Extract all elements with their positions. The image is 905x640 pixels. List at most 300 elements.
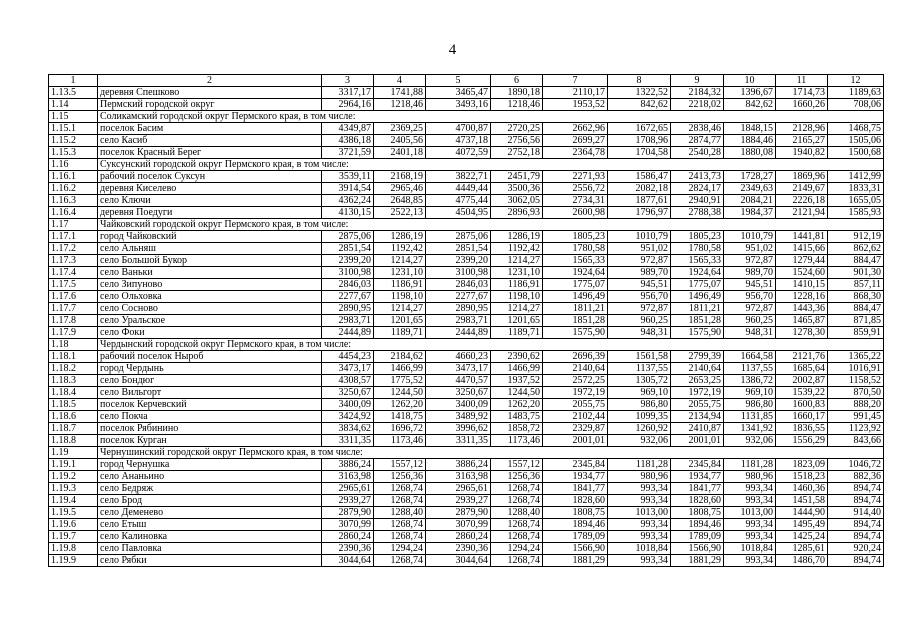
value-cell: 2413,73 xyxy=(671,171,724,183)
value-cell: 1286,19 xyxy=(374,231,426,243)
settlement-name: деревня Киселево xyxy=(98,183,322,195)
value-cell: 1858,72 xyxy=(491,423,543,435)
value-cell: 932,06 xyxy=(608,435,671,447)
value-cell: 2964,16 xyxy=(322,99,374,111)
value-cell: 960,25 xyxy=(724,315,776,327)
table-row xyxy=(49,399,884,411)
row-number: 1.18.5 xyxy=(49,399,98,411)
value-cell: 1972,19 xyxy=(671,387,724,399)
table-row xyxy=(49,531,884,543)
value-cell: 1018,84 xyxy=(724,543,776,555)
value-cell: 986,80 xyxy=(608,399,671,411)
settlement-name: поселок Красный Берег xyxy=(98,147,322,159)
value-cell: 993,34 xyxy=(724,483,776,495)
value-cell: 1018,84 xyxy=(608,543,671,555)
value-cell: 951,02 xyxy=(608,243,671,255)
value-cell: 945,51 xyxy=(724,279,776,291)
value-cell: 1728,27 xyxy=(724,171,776,183)
value-cell: 1789,09 xyxy=(671,531,724,543)
value-cell: 2218,02 xyxy=(671,99,724,111)
value-cell: 2168,19 xyxy=(374,171,426,183)
value-cell: 2345,84 xyxy=(543,459,608,471)
value-cell: 1486,70 xyxy=(776,555,828,567)
value-cell: 1805,23 xyxy=(671,231,724,243)
table-row xyxy=(49,291,884,303)
value-cell: 1789,09 xyxy=(543,531,608,543)
value-cell: 3886,24 xyxy=(322,459,374,471)
settlement-name: село Павловка xyxy=(98,543,322,555)
value-cell: 1775,52 xyxy=(374,375,426,387)
value-cell: 2165,27 xyxy=(776,135,828,147)
value-cell: 2140,64 xyxy=(543,363,608,375)
value-cell: 1186,91 xyxy=(491,279,543,291)
value-cell: 1131,85 xyxy=(724,411,776,423)
column-header: 11 xyxy=(776,75,828,87)
value-cell: 2846,03 xyxy=(426,279,491,291)
value-cell: 3317,17 xyxy=(322,87,374,99)
value-cell: 972,87 xyxy=(608,303,671,315)
value-cell: 956,70 xyxy=(608,291,671,303)
column-header: 2 xyxy=(98,75,322,87)
value-cell: 1823,09 xyxy=(776,459,828,471)
row-number: 1.18.3 xyxy=(49,375,98,387)
value-cell: 4386,18 xyxy=(322,135,374,147)
value-cell: 4775,44 xyxy=(426,195,491,207)
settlement-name: село Ключи xyxy=(98,195,322,207)
row-number: 1.16.2 xyxy=(49,183,98,195)
value-cell: 843,66 xyxy=(828,435,884,447)
settlement-name: село Калиновка xyxy=(98,531,322,543)
settlement-name: поселок Керчевский xyxy=(98,399,322,411)
value-cell: 972,87 xyxy=(724,303,776,315)
value-cell: 1780,58 xyxy=(671,243,724,255)
table-row xyxy=(49,327,884,339)
row-number: 1.17.6 xyxy=(49,291,98,303)
value-cell: 2369,25 xyxy=(374,123,426,135)
value-cell: 1013,00 xyxy=(608,507,671,519)
value-cell: 972,87 xyxy=(724,255,776,267)
value-cell: 914,40 xyxy=(828,507,884,519)
value-cell: 2055,75 xyxy=(671,399,724,411)
value-cell: 948,31 xyxy=(608,327,671,339)
settlement-name: село Етыш xyxy=(98,519,322,531)
value-cell: 1851,28 xyxy=(671,315,724,327)
value-cell: 1518,23 xyxy=(776,471,828,483)
table-row xyxy=(49,123,884,135)
row-number: 1.17.1 xyxy=(49,231,98,243)
value-cell: 1268,74 xyxy=(491,483,543,495)
value-cell: 993,34 xyxy=(724,531,776,543)
row-number: 1.17.2 xyxy=(49,243,98,255)
value-cell: 2184,62 xyxy=(374,351,426,363)
value-cell: 1256,36 xyxy=(491,471,543,483)
value-cell: 1877,61 xyxy=(608,195,671,207)
value-cell: 1833,31 xyxy=(828,183,884,195)
value-cell: 1244,50 xyxy=(374,387,426,399)
value-cell: 989,70 xyxy=(724,267,776,279)
settlement-name: село Касиб xyxy=(98,135,322,147)
value-cell: 2140,64 xyxy=(671,363,724,375)
value-cell: 1214,27 xyxy=(491,255,543,267)
table-row xyxy=(49,243,884,255)
group-row xyxy=(49,339,884,351)
value-cell: 2055,75 xyxy=(543,399,608,411)
value-cell: 1561,58 xyxy=(608,351,671,363)
column-header: 6 xyxy=(491,75,543,87)
row-number: 1.19.8 xyxy=(49,543,98,555)
row-number: 1.15 xyxy=(49,111,98,123)
value-cell: 2875,06 xyxy=(426,231,491,243)
value-cell: 2799,39 xyxy=(671,351,724,363)
value-cell: 4130,15 xyxy=(322,207,374,219)
row-number: 1.16.3 xyxy=(49,195,98,207)
table-row xyxy=(49,459,884,471)
value-cell: 1828,60 xyxy=(543,495,608,507)
value-cell: 2696,39 xyxy=(543,351,608,363)
value-cell: 1775,07 xyxy=(543,279,608,291)
value-cell: 2648,85 xyxy=(374,195,426,207)
table-row xyxy=(49,435,884,447)
value-cell: 1158,52 xyxy=(828,375,884,387)
settlement-name: деревня Поедуги xyxy=(98,207,322,219)
value-cell: 1984,37 xyxy=(724,207,776,219)
value-cell: 1869,96 xyxy=(776,171,828,183)
row-number: 1.18.6 xyxy=(49,411,98,423)
value-cell: 1708,96 xyxy=(608,135,671,147)
value-cell: 956,70 xyxy=(724,291,776,303)
row-number: 1.19.7 xyxy=(49,531,98,543)
value-cell: 1566,90 xyxy=(671,543,724,555)
value-cell: 2875,06 xyxy=(322,231,374,243)
value-cell: 1415,66 xyxy=(776,243,828,255)
value-cell: 1972,19 xyxy=(543,387,608,399)
value-cell: 894,74 xyxy=(828,483,884,495)
value-cell: 1841,77 xyxy=(543,483,608,495)
value-cell: 1828,60 xyxy=(671,495,724,507)
value-cell: 3834,62 xyxy=(322,423,374,435)
value-cell: 960,25 xyxy=(608,315,671,327)
header-row xyxy=(49,75,884,87)
value-cell: 3539,11 xyxy=(322,171,374,183)
value-cell: 1496,49 xyxy=(671,291,724,303)
value-cell: 1881,29 xyxy=(671,555,724,567)
value-cell: 3163,98 xyxy=(426,471,491,483)
table-row xyxy=(49,363,884,375)
settlement-name: поселок Басим xyxy=(98,123,322,135)
value-cell: 2084,21 xyxy=(724,195,776,207)
value-cell: 2874,77 xyxy=(671,135,724,147)
value-cell: 2390,36 xyxy=(322,543,374,555)
value-cell: 2390,62 xyxy=(491,351,543,363)
value-cell: 4349,87 xyxy=(322,123,374,135)
value-cell: 1192,42 xyxy=(374,243,426,255)
settlement-name: поселок Рябинино xyxy=(98,423,322,435)
row-number: 1.17.5 xyxy=(49,279,98,291)
value-cell: 894,74 xyxy=(828,495,884,507)
value-cell: 1262,20 xyxy=(374,399,426,411)
value-cell: 3886,24 xyxy=(426,459,491,471)
value-cell: 2756,56 xyxy=(491,135,543,147)
settlement-name: село Ольховка xyxy=(98,291,322,303)
table-row xyxy=(49,255,884,267)
value-cell: 894,74 xyxy=(828,531,884,543)
value-cell: 1294,24 xyxy=(491,543,543,555)
value-cell: 884,47 xyxy=(828,303,884,315)
value-cell: 1010,79 xyxy=(608,231,671,243)
value-cell: 1137,55 xyxy=(608,363,671,375)
value-cell: 1664,58 xyxy=(724,351,776,363)
value-cell: 1285,61 xyxy=(776,543,828,555)
value-cell: 993,34 xyxy=(608,555,671,567)
value-cell: 2540,28 xyxy=(671,147,724,159)
value-cell: 1811,21 xyxy=(543,303,608,315)
value-cell: 920,24 xyxy=(828,543,884,555)
value-cell: 2001,01 xyxy=(543,435,608,447)
column-header: 8 xyxy=(608,75,671,87)
value-cell: 1268,74 xyxy=(491,555,543,567)
value-cell: 3465,47 xyxy=(426,87,491,99)
table-row xyxy=(49,231,884,243)
column-header: 9 xyxy=(671,75,724,87)
row-number: 1.15.2 xyxy=(49,135,98,147)
value-cell: 993,34 xyxy=(724,519,776,531)
value-cell: 1181,28 xyxy=(724,459,776,471)
settlement-name: село Ваньки xyxy=(98,267,322,279)
settlement-name: село Бедряж xyxy=(98,483,322,495)
value-cell: 1396,67 xyxy=(724,87,776,99)
value-cell: 3163,98 xyxy=(322,471,374,483)
table-body xyxy=(49,75,884,567)
value-cell: 3721,59 xyxy=(322,147,374,159)
value-cell: 870,50 xyxy=(828,387,884,399)
value-cell: 1500,68 xyxy=(828,147,884,159)
value-cell: 912,19 xyxy=(828,231,884,243)
value-cell: 3400,09 xyxy=(426,399,491,411)
value-cell: 1218,46 xyxy=(374,99,426,111)
row-number: 1.16 xyxy=(49,159,98,171)
value-cell: 1192,42 xyxy=(491,243,543,255)
value-cell: 3914,54 xyxy=(322,183,374,195)
value-cell: 2277,67 xyxy=(426,291,491,303)
value-cell: 1575,90 xyxy=(543,327,608,339)
value-cell: 1268,74 xyxy=(374,555,426,567)
value-cell: 884,47 xyxy=(828,255,884,267)
value-cell: 1884,46 xyxy=(724,135,776,147)
value-cell: 1585,93 xyxy=(828,207,884,219)
value-cell: 2890,95 xyxy=(426,303,491,315)
value-cell: 1198,10 xyxy=(374,291,426,303)
value-cell: 993,34 xyxy=(608,531,671,543)
value-cell: 1586,47 xyxy=(608,171,671,183)
value-cell: 2939,27 xyxy=(426,495,491,507)
value-cell: 2939,27 xyxy=(322,495,374,507)
value-cell: 1934,77 xyxy=(543,471,608,483)
value-cell: 2699,27 xyxy=(543,135,608,147)
value-cell: 1288,40 xyxy=(374,507,426,519)
value-cell: 2184,32 xyxy=(671,87,724,99)
table-row xyxy=(49,195,884,207)
value-cell: 3500,36 xyxy=(491,183,543,195)
value-cell: 1268,74 xyxy=(374,495,426,507)
value-cell: 4470,57 xyxy=(426,375,491,387)
value-cell: 2399,20 xyxy=(426,255,491,267)
value-cell: 708,06 xyxy=(828,99,884,111)
group-title: Чернушинский городской округ Пермского края, в том числе: xyxy=(98,447,884,459)
row-number: 1.17.8 xyxy=(49,315,98,327)
value-cell: 2271,93 xyxy=(543,171,608,183)
table-row xyxy=(49,351,884,363)
row-number: 1.17.3 xyxy=(49,255,98,267)
value-cell: 1937,52 xyxy=(491,375,543,387)
value-cell: 1286,19 xyxy=(491,231,543,243)
value-cell: 1198,10 xyxy=(491,291,543,303)
value-cell: 1808,75 xyxy=(671,507,724,519)
value-cell: 862,62 xyxy=(828,243,884,255)
value-cell: 2451,79 xyxy=(491,171,543,183)
value-cell: 1010,79 xyxy=(724,231,776,243)
value-cell: 980,96 xyxy=(724,471,776,483)
value-cell: 986,80 xyxy=(724,399,776,411)
value-cell: 2879,90 xyxy=(426,507,491,519)
value-cell: 3424,92 xyxy=(322,411,374,423)
table-row xyxy=(49,99,884,111)
settlement-name: город Чердынь xyxy=(98,363,322,375)
value-cell: 1268,74 xyxy=(491,531,543,543)
row-number: 1.15.1 xyxy=(49,123,98,135)
value-cell: 1539,22 xyxy=(776,387,828,399)
value-cell: 1268,74 xyxy=(374,519,426,531)
row-number: 1.17 xyxy=(49,219,98,231)
table-row xyxy=(49,555,884,567)
value-cell: 2752,18 xyxy=(491,147,543,159)
group-row xyxy=(49,447,884,459)
value-cell: 1696,72 xyxy=(374,423,426,435)
value-cell: 2662,96 xyxy=(543,123,608,135)
value-cell: 1741,88 xyxy=(374,87,426,99)
value-cell: 1418,75 xyxy=(374,411,426,423)
value-cell: 857,11 xyxy=(828,279,884,291)
row-number: 1.16.4 xyxy=(49,207,98,219)
value-cell: 1228,16 xyxy=(776,291,828,303)
value-cell: 1268,74 xyxy=(374,531,426,543)
value-cell: 2788,38 xyxy=(671,207,724,219)
row-number: 1.19.3 xyxy=(49,483,98,495)
value-cell: 1189,71 xyxy=(374,327,426,339)
value-cell: 1924,64 xyxy=(671,267,724,279)
value-cell: 859,91 xyxy=(828,327,884,339)
value-cell: 2890,95 xyxy=(322,303,374,315)
settlement-name: село Ананьино xyxy=(98,471,322,483)
tariff-table xyxy=(48,74,884,567)
value-cell: 2410,87 xyxy=(671,423,724,435)
table-row xyxy=(49,87,884,99)
row-number: 1.19.2 xyxy=(49,471,98,483)
settlement-name: село Деменево xyxy=(98,507,322,519)
value-cell: 901,30 xyxy=(828,267,884,279)
value-cell: 1565,33 xyxy=(543,255,608,267)
row-number: 1.19.4 xyxy=(49,495,98,507)
value-cell: 1201,65 xyxy=(491,315,543,327)
settlement-name: село Зипуново xyxy=(98,279,322,291)
value-cell: 1505,06 xyxy=(828,135,884,147)
value-cell: 2965,61 xyxy=(426,483,491,495)
value-cell: 2851,54 xyxy=(426,243,491,255)
value-cell: 989,70 xyxy=(608,267,671,279)
value-cell: 4504,95 xyxy=(426,207,491,219)
value-cell: 2522,13 xyxy=(374,207,426,219)
group-row xyxy=(49,111,884,123)
value-cell: 1268,74 xyxy=(491,519,543,531)
value-cell: 2444,89 xyxy=(426,327,491,339)
table-row xyxy=(49,135,884,147)
table-row xyxy=(49,519,884,531)
table-row xyxy=(49,411,884,423)
value-cell: 993,34 xyxy=(724,555,776,567)
column-header: 12 xyxy=(828,75,884,87)
value-cell: 1444,90 xyxy=(776,507,828,519)
row-number: 1.16.1 xyxy=(49,171,98,183)
column-header: 10 xyxy=(724,75,776,87)
value-cell: 1851,28 xyxy=(543,315,608,327)
settlement-name: село Большой Букор xyxy=(98,255,322,267)
table-row xyxy=(49,471,884,483)
value-cell: 2896,93 xyxy=(491,207,543,219)
value-cell: 945,51 xyxy=(608,279,671,291)
value-cell: 2824,17 xyxy=(671,183,724,195)
value-cell: 2860,24 xyxy=(322,531,374,543)
value-cell: 1137,55 xyxy=(724,363,776,375)
value-cell: 888,20 xyxy=(828,399,884,411)
value-cell: 1890,18 xyxy=(491,87,543,99)
value-cell: 1046,72 xyxy=(828,459,884,471)
row-number: 1.17.4 xyxy=(49,267,98,279)
value-cell: 1231,10 xyxy=(491,267,543,279)
value-cell: 1189,63 xyxy=(828,87,884,99)
value-cell: 3822,71 xyxy=(426,171,491,183)
value-cell: 3100,98 xyxy=(322,267,374,279)
settlement-name: село Рябки xyxy=(98,555,322,567)
row-number: 1.15.3 xyxy=(49,147,98,159)
value-cell: 1894,46 xyxy=(543,519,608,531)
value-cell: 1685,64 xyxy=(776,363,828,375)
value-cell: 4449,44 xyxy=(426,183,491,195)
value-cell: 3493,16 xyxy=(426,99,491,111)
value-cell: 993,34 xyxy=(608,495,671,507)
value-cell: 3062,05 xyxy=(491,195,543,207)
value-cell: 3070,99 xyxy=(322,519,374,531)
value-cell: 1451,58 xyxy=(776,495,828,507)
value-cell: 2349,63 xyxy=(724,183,776,195)
value-cell: 2405,56 xyxy=(374,135,426,147)
value-cell: 882,36 xyxy=(828,471,884,483)
settlement-name: село Вильгорт xyxy=(98,387,322,399)
value-cell: 1934,77 xyxy=(671,471,724,483)
value-cell: 1412,99 xyxy=(828,171,884,183)
table-row xyxy=(49,279,884,291)
value-cell: 2121,94 xyxy=(776,207,828,219)
row-number: 1.19.1 xyxy=(49,459,98,471)
table-row xyxy=(49,507,884,519)
value-cell: 3250,67 xyxy=(426,387,491,399)
value-cell: 1940,82 xyxy=(776,147,828,159)
value-cell: 1775,07 xyxy=(671,279,724,291)
value-cell: 1575,90 xyxy=(671,327,724,339)
value-cell: 2121,76 xyxy=(776,351,828,363)
settlement-name: село Бондюг xyxy=(98,375,322,387)
value-cell: 2838,46 xyxy=(671,123,724,135)
value-cell: 1214,27 xyxy=(491,303,543,315)
value-cell: 2345,84 xyxy=(671,459,724,471)
